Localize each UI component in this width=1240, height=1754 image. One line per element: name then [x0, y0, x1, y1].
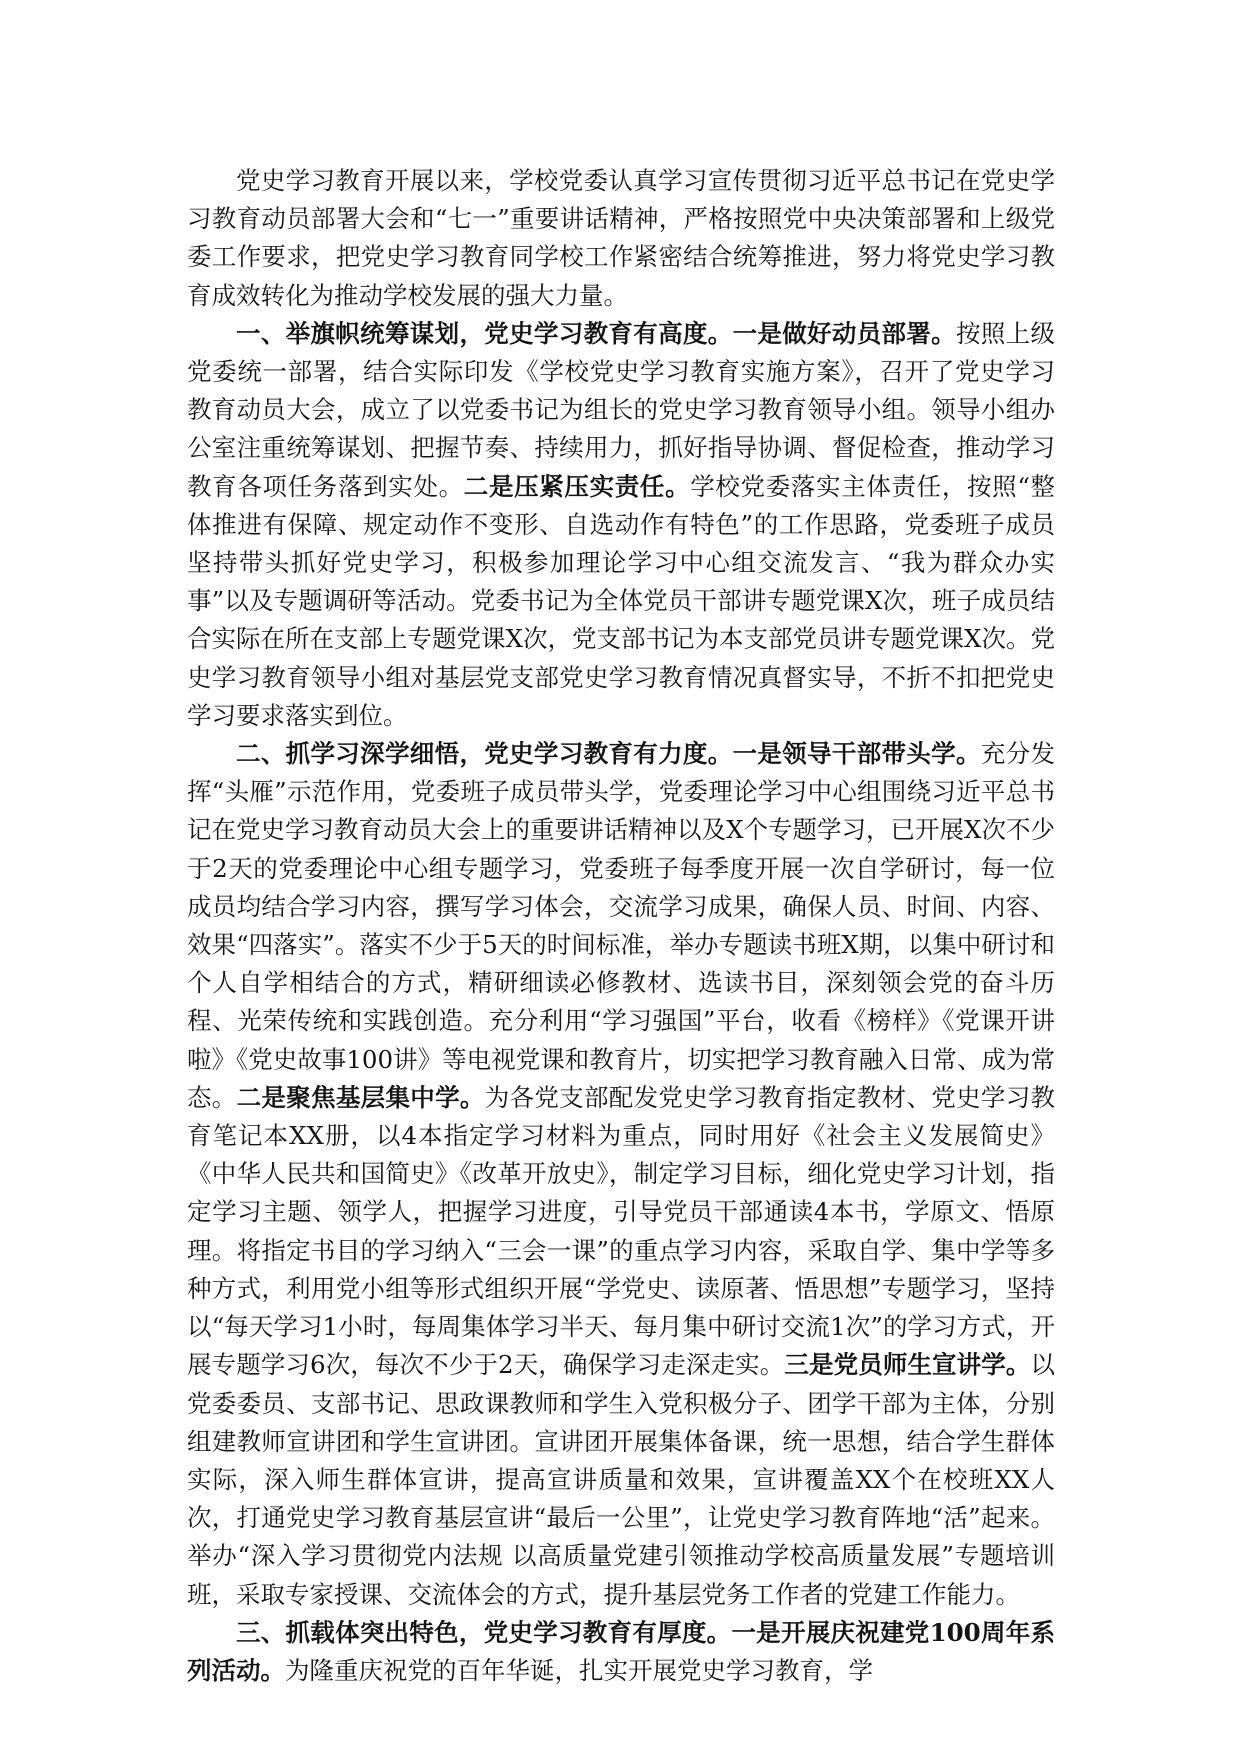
intro-paragraph [187, 162, 1055, 315]
section2-item2-title: 二是聚焦基层集中学。 [236, 1082, 485, 1112]
section2-item1-title: 一是领导干部带头学。 [732, 739, 981, 769]
section2-paragraph [187, 735, 1055, 1614]
section3-heading: 三、抓载体突出特色，党史学习教育有厚度。 [236, 1617, 732, 1647]
section1-item2-text: 学校党委落实主体责任，按照“整体推进有保障、规定动作不变形、自选动作有特色”的工作思路，党委班子成员坚持带头抓好党史学习，积极参加理论学习中心组交流发言、“我为群众办实事”以及专题调研等活动。党委书记为全体党员干部讲专题党课X次，班子成员结合实际在所在支部上专题党课X次，党支部书记为本支部党员讲专题党课X次。党史学习教育领导小组对基层党支部党史学习教育情况真督实导，不折不扣把党史学习要求落实到位。 [187, 471, 1056, 730]
section3-item1-title: 一是开展庆祝建党100周年系列活动。 [187, 1617, 1056, 1685]
section1-item1-text: 按照上级党委统一部署，结合实际印发《学校党史学习教育实施方案》，召开了党史学习教育动员大会，成立了以党委书记为组长的党史学习教育领导小组。领导小组办公室注重统筹谋划、把握节奏、持续用力，抓好指导协调、督促检查，推动学习教育各项任务落到实处。 [187, 318, 1055, 501]
intro-text: 党史学习教育开展以来，学校党委认真学习宣传贯彻习近平总书记在党史学习教育动员部署大会和“七一”重要讲话精神，严格按照党中央决策部署和上级党委工作要求，把党史学习教育同学校工作紧密结合统筹推进，努力将党史学习教育成效转化为推动学校发展的强大力量。 [187, 166, 1055, 310]
section1-paragraph [187, 315, 1055, 735]
section2-heading: 二、抓学习深学细悟，党史学习教育有力度。 [236, 739, 733, 769]
document-body [187, 162, 1055, 1690]
section3-item1-text: 为隆重庆祝党的百年华诞，扎实开展党史学习教育，学 [285, 1655, 873, 1685]
section2-item1-text: 充分发挥“头雁”示范作用，党委班子成员带头学，党委理论学习中心组围绕习近平总书记在党史学习教育动员大会上的重要讲话精神以及X个专题学习，已开展X次不少于2天的党委理论中心组专题学习，党委班子每季度开展一次自学研讨，每一位成员均结合学习内容，撰写学习体会，交流学习成果，确保人员、时间、内容、效果“四落实”。落实不少于5天的时间标准，举办专题读书班X期，以集中研讨和个人自学相结合的方式，精研细读必修教材、选读书目，深刻领会党的奋斗历程、光荣传统和实践创造。充分利用“学习强国”平台，收看《榜样》《党课开讲啦》《党史故事100讲》等电视党课和教育片，切实把学习教育融入日常、成为常态。 [187, 739, 1055, 1112]
section2-item3-text: 以党委委员、支部书记、思政课教师和学生入党积极分子、团学干部为主体，分别组建教师宣讲团和学生宣讲团。宣讲团开展集体备课，统一思想，结合学生群体实际，深入师生群体宣讲，提高宣讲质量和效果，宣讲覆盖XX个在校班XX人次，打通党史学习教育基层宣讲“最后一公里”，让党史学习教育阵地“活”起来。举办“深入学习贯彻党内法规 以高质量党建引领推动学校高质量发展”专题培训班，采取专家授课、交流体会的方式，提升基层党务工作者的党建工作能力。 [187, 1350, 1055, 1609]
section3-paragraph [187, 1614, 1055, 1690]
section1-heading: 一、举旗帜统筹谋划，党史学习教育有高度。 [236, 318, 733, 348]
section1-item2-title: 二是压紧压实责任。 [463, 471, 691, 501]
section2-item3-title: 三是党员师生宣讲学。 [784, 1350, 1031, 1380]
section2-item2-text: 为各党支部配发党史学习教育指定教材、党史学习教育笔记本XX册，以4本指定学习材料为重点，同时用好《社会主义发展简史》《中华人民共和国简史》《改革开放史》，制定学习目标，细化党史学习计划，指定学习主题、领学人，把握学习进度，引导党员干部通读4本书，学原文、悟原理。将指定书目的学习纳入“三会一课”的重点学习内容，采取自学、集中学等多种方式，利用党小组等形式组织开展“学党史、读原著、悟思想”专题学习，坚持以“每天学习1小时，每周集体学习半天、每月集中研讨交流1次”的学习方式，开展专题学习6次，每次不少于2天，确保学习走深走实。 [187, 1082, 1056, 1380]
section1-item1-title: 一是做好动员部署。 [732, 318, 957, 348]
